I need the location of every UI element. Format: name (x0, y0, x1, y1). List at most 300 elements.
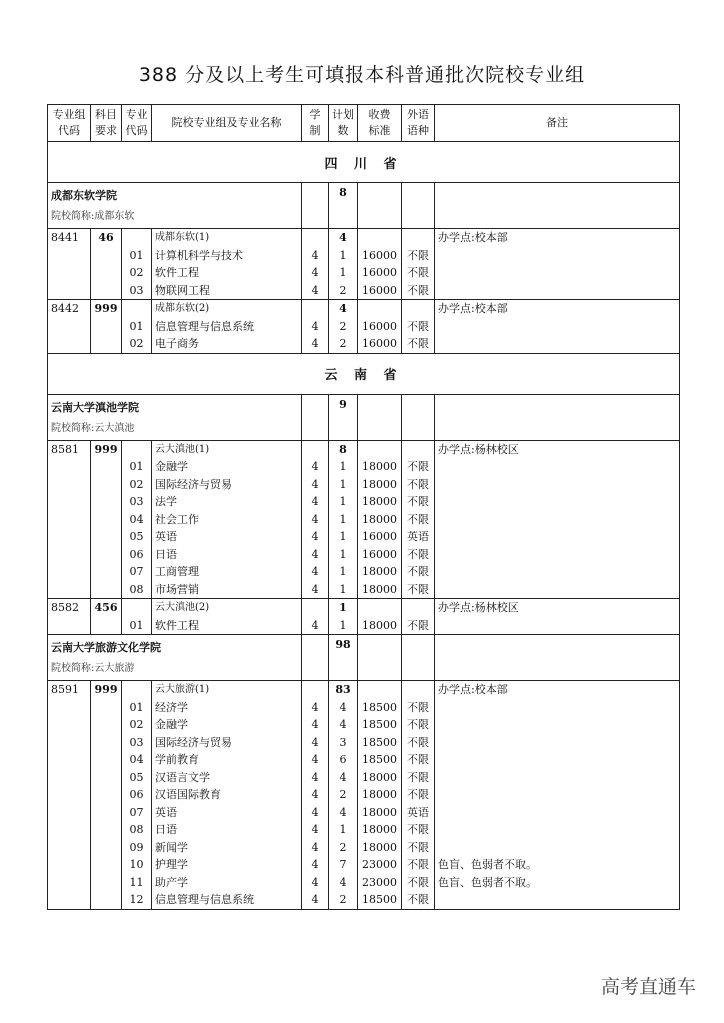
major-note (435, 282, 680, 300)
major-years: 4 (302, 751, 329, 769)
major-years: 4 (302, 769, 329, 787)
school-row (48, 635, 680, 681)
major-note (435, 617, 680, 635)
major-fee: 18000 (358, 563, 402, 581)
group-years-empty (302, 300, 329, 318)
major-years: 4 (302, 528, 329, 546)
school-plan-count: 98 (329, 635, 358, 681)
major-lang: 不限 (402, 476, 435, 494)
school-cell (48, 394, 302, 440)
major-note (435, 264, 680, 282)
major-row (48, 786, 680, 804)
major-fee: 16000 (358, 335, 402, 353)
major-name: 物联网工程 (152, 282, 302, 300)
major-fee: 16000 (358, 247, 402, 265)
major-lang: 不限 (402, 751, 435, 769)
school-name: 成都东软学院 (51, 189, 117, 202)
major-code: 04 (122, 511, 152, 529)
major-years: 4 (302, 874, 329, 892)
major-years: 4 (302, 581, 329, 599)
major-years: 4 (302, 699, 329, 717)
major-note (435, 804, 680, 822)
major-code: 02 (122, 264, 152, 282)
major-fee: 16000 (358, 528, 402, 546)
group-plan-count: 83 (329, 681, 358, 699)
major-plan: 4 (329, 874, 358, 892)
major-note (435, 476, 680, 494)
major-name: 国际经济与贸易 (152, 476, 302, 494)
major-name: 新闻学 (152, 839, 302, 857)
major-code: 02 (122, 716, 152, 734)
major-name: 市场营销 (152, 581, 302, 599)
major-fee: 18000 (358, 617, 402, 635)
major-note (435, 786, 680, 804)
major-row (48, 891, 680, 909)
page-title: 388 分及以上考生可填报本科普通批次院校专业组 (138, 64, 586, 86)
group-plan-count: 8 (329, 440, 358, 458)
major-name: 法学 (152, 493, 302, 511)
major-lang: 不限 (402, 821, 435, 839)
header-subject-req: 科目 要求 (91, 105, 122, 142)
province-name: 云 南 省 (48, 353, 680, 394)
major-years: 4 (302, 734, 329, 752)
major-name: 社会工作 (152, 511, 302, 529)
group-plan-count: 4 (329, 229, 358, 247)
major-code: 01 (122, 247, 152, 265)
subject-requirement: 46 (91, 229, 122, 300)
school-lang-cell (402, 394, 435, 440)
major-plan: 7 (329, 856, 358, 874)
group-years-empty (302, 599, 329, 617)
major-name: 英语 (152, 528, 302, 546)
major-note (435, 716, 680, 734)
major-lang: 英语 (402, 528, 435, 546)
school-plan-count: 9 (329, 394, 358, 440)
major-fee: 16000 (358, 264, 402, 282)
major-code: 03 (122, 282, 152, 300)
major-fee: 18000 (358, 581, 402, 599)
major-lang: 英语 (402, 804, 435, 822)
group-plan-count: 4 (329, 300, 358, 318)
major-row (48, 563, 680, 581)
major-note (435, 335, 680, 353)
major-years: 4 (302, 318, 329, 336)
major-fee: 18000 (358, 786, 402, 804)
major-row (48, 734, 680, 752)
major-lang: 不限 (402, 546, 435, 564)
major-plan: 2 (329, 282, 358, 300)
major-fee: 18000 (358, 839, 402, 857)
group-fee-empty (358, 440, 402, 458)
major-note (435, 458, 680, 476)
major-name: 信息管理与信息系统 (152, 318, 302, 336)
major-plan: 2 (329, 335, 358, 353)
major-code: 09 (122, 839, 152, 857)
group-note: 办学点:校本部 (435, 229, 680, 247)
province-name: 四 川 省 (48, 142, 680, 183)
major-code: 01 (122, 318, 152, 336)
major-plan: 1 (329, 247, 358, 265)
major-row (48, 839, 680, 857)
major-name: 信息管理与信息系统 (152, 891, 302, 909)
major-lang: 不限 (402, 734, 435, 752)
major-code: 06 (122, 546, 152, 564)
major-lang: 不限 (402, 264, 435, 282)
group-fee-empty (358, 300, 402, 318)
major-years: 4 (302, 264, 329, 282)
group-row (48, 599, 680, 617)
school-abbr: 院校简称:成都东软 (51, 211, 135, 222)
major-note (435, 734, 680, 752)
school-fee-cell (358, 394, 402, 440)
group-code: 8581 (48, 440, 91, 599)
group-years-empty (302, 440, 329, 458)
major-row (48, 617, 680, 635)
school-years-cell (302, 183, 329, 229)
major-fee: 18000 (358, 821, 402, 839)
major-years: 4 (302, 458, 329, 476)
group-note: 办学点:杨林校区 (435, 599, 680, 617)
major-plan: 4 (329, 804, 358, 822)
major-row (48, 247, 680, 265)
major-row (48, 282, 680, 300)
school-lang-cell (402, 635, 435, 681)
province-row (48, 353, 680, 394)
major-fee: 18500 (358, 716, 402, 734)
major-name: 计算机科学与技术 (152, 247, 302, 265)
major-row (48, 769, 680, 787)
major-lang: 不限 (402, 856, 435, 874)
group-lang-empty (402, 681, 435, 699)
major-name: 工商管理 (152, 563, 302, 581)
group-name: 云大滇池(2) (152, 599, 302, 617)
province-row (48, 142, 680, 183)
major-years: 4 (302, 546, 329, 564)
major-lang: 不限 (402, 458, 435, 476)
major-row (48, 699, 680, 717)
major-lang: 不限 (402, 699, 435, 717)
major-row (48, 476, 680, 494)
major-plan: 1 (329, 476, 358, 494)
major-note (435, 581, 680, 599)
group-lang-empty (402, 599, 435, 617)
group-lang-empty (402, 300, 435, 318)
major-code: 03 (122, 493, 152, 511)
group-fee-empty (358, 229, 402, 247)
school-abbr: 院校简称:云大旅游 (51, 663, 135, 674)
school-name: 云南大学滇池学院 (51, 400, 139, 414)
major-row (48, 493, 680, 511)
major-years: 4 (302, 821, 329, 839)
major-plan: 1 (329, 581, 358, 599)
school-abbr: 院校简称:云大滇池 (51, 422, 135, 434)
major-years: 4 (302, 856, 329, 874)
header-major-code: 专业 代码 (122, 105, 152, 142)
major-code-empty (122, 300, 152, 318)
school-fee-cell (358, 635, 402, 681)
major-fee: 23000 (358, 856, 402, 874)
major-row (48, 716, 680, 734)
major-years: 4 (302, 511, 329, 529)
school-name: 云南大学旅游文化学院 (51, 641, 161, 654)
major-row (48, 458, 680, 476)
major-years: 4 (302, 335, 329, 353)
major-plan: 2 (329, 891, 358, 909)
watermark: 高考直通车 (600, 976, 696, 998)
major-plan: 1 (329, 821, 358, 839)
major-name: 日语 (152, 546, 302, 564)
major-code: 07 (122, 804, 152, 822)
major-lang: 不限 (402, 716, 435, 734)
major-name: 软件工程 (152, 617, 302, 635)
group-code: 8591 (48, 681, 91, 910)
major-years: 4 (302, 804, 329, 822)
school-years-cell (302, 635, 329, 681)
major-note (435, 891, 680, 909)
header-years: 学 制 (302, 105, 329, 142)
major-plan: 3 (329, 734, 358, 752)
group-name: 云大旅游(1) (152, 681, 302, 699)
major-plan: 4 (329, 716, 358, 734)
group-plan-count: 1 (329, 599, 358, 617)
major-plan: 6 (329, 751, 358, 769)
header-name: 院校专业组及专业名称 (152, 105, 302, 142)
major-code-empty (122, 599, 152, 617)
major-years: 4 (302, 493, 329, 511)
major-name: 经济学 (152, 699, 302, 717)
major-name: 国际经济与贸易 (152, 734, 302, 752)
major-note (435, 493, 680, 511)
school-row (48, 183, 680, 229)
major-row (48, 318, 680, 336)
major-code: 08 (122, 821, 152, 839)
major-code: 01 (122, 699, 152, 717)
major-note (435, 528, 680, 546)
major-years: 4 (302, 891, 329, 909)
major-row (48, 856, 680, 874)
major-code: 01 (122, 617, 152, 635)
subject-requirement: 999 (91, 440, 122, 599)
major-years: 4 (302, 716, 329, 734)
group-note: 办学点:杨林校区 (435, 440, 680, 458)
major-fee: 16000 (358, 546, 402, 564)
subject-requirement: 999 (91, 300, 122, 354)
major-code: 07 (122, 563, 152, 581)
group-row (48, 440, 680, 458)
major-note (435, 318, 680, 336)
major-lang: 不限 (402, 247, 435, 265)
major-plan: 2 (329, 318, 358, 336)
school-plan-count: 8 (329, 183, 358, 229)
major-plan: 1 (329, 511, 358, 529)
major-lang: 不限 (402, 839, 435, 857)
major-code: 12 (122, 891, 152, 909)
major-plan: 1 (329, 546, 358, 564)
major-name: 汉语国际教育 (152, 786, 302, 804)
major-note (435, 546, 680, 564)
major-code-empty (122, 681, 152, 699)
major-plan: 1 (329, 563, 358, 581)
major-note (435, 699, 680, 717)
school-row (48, 394, 680, 440)
major-name: 软件工程 (152, 264, 302, 282)
major-note: 色盲、色弱者不取。 (435, 856, 680, 874)
group-name: 成都东软(1) (152, 229, 302, 247)
major-note (435, 769, 680, 787)
major-name: 电子商务 (152, 335, 302, 353)
major-years: 4 (302, 282, 329, 300)
header-fee: 收费 标准 (358, 105, 402, 142)
school-note-cell (435, 183, 680, 229)
table-header-row (48, 105, 680, 142)
major-fee: 18500 (358, 751, 402, 769)
major-fee: 18500 (358, 734, 402, 752)
group-code: 8582 (48, 599, 91, 635)
major-row (48, 264, 680, 282)
major-code: 08 (122, 581, 152, 599)
major-fee: 16000 (358, 282, 402, 300)
major-row (48, 511, 680, 529)
school-cell (48, 635, 302, 681)
group-row (48, 300, 680, 318)
header-group-code: 专业组 代码 (48, 105, 91, 142)
group-name: 成都东软(2) (152, 300, 302, 318)
major-plan: 1 (329, 458, 358, 476)
major-years: 4 (302, 786, 329, 804)
header-plan: 计划 数 (329, 105, 358, 142)
group-row (48, 681, 680, 699)
major-row (48, 528, 680, 546)
major-code: 05 (122, 528, 152, 546)
major-name: 金融学 (152, 458, 302, 476)
major-note (435, 511, 680, 529)
major-row (48, 821, 680, 839)
school-lang-cell (402, 183, 435, 229)
major-fee: 18000 (358, 493, 402, 511)
major-plan: 1 (329, 493, 358, 511)
header-note: 备注 (435, 105, 680, 142)
group-note: 办学点:校本部 (435, 681, 680, 699)
major-lang: 不限 (402, 617, 435, 635)
group-row (48, 229, 680, 247)
major-note (435, 563, 680, 581)
major-years: 4 (302, 476, 329, 494)
group-years-empty (302, 229, 329, 247)
major-lang: 不限 (402, 282, 435, 300)
major-row (48, 335, 680, 353)
major-years: 4 (302, 247, 329, 265)
major-fee: 18000 (358, 804, 402, 822)
major-code: 03 (122, 734, 152, 752)
major-lang: 不限 (402, 874, 435, 892)
major-code: 10 (122, 856, 152, 874)
major-plan: 1 (329, 264, 358, 282)
group-code: 8441 (48, 229, 91, 300)
group-lang-empty (402, 440, 435, 458)
major-note (435, 751, 680, 769)
subject-requirement: 456 (91, 599, 122, 635)
major-note (435, 821, 680, 839)
major-plan: 1 (329, 617, 358, 635)
major-lang: 不限 (402, 581, 435, 599)
major-fee: 16000 (358, 318, 402, 336)
major-lang: 不限 (402, 511, 435, 529)
major-lang: 不限 (402, 493, 435, 511)
major-fee: 18000 (358, 769, 402, 787)
major-code: 02 (122, 335, 152, 353)
major-plan: 2 (329, 786, 358, 804)
group-name: 云大滇池(1) (152, 440, 302, 458)
school-fee-cell (358, 183, 402, 229)
group-fee-empty (358, 599, 402, 617)
major-fee: 23000 (358, 874, 402, 892)
major-fee: 18000 (358, 476, 402, 494)
major-years: 4 (302, 839, 329, 857)
group-lang-empty (402, 229, 435, 247)
group-note: 办学点:校本部 (435, 300, 680, 318)
major-code: 02 (122, 476, 152, 494)
header-lang: 外语 语种 (402, 105, 435, 142)
major-lang: 不限 (402, 891, 435, 909)
major-code: 05 (122, 769, 152, 787)
major-name: 助产学 (152, 874, 302, 892)
major-fee: 18500 (358, 699, 402, 717)
subject-requirement: 999 (91, 681, 122, 910)
major-lang: 不限 (402, 563, 435, 581)
major-row (48, 874, 680, 892)
major-row (48, 751, 680, 769)
major-lang: 不限 (402, 769, 435, 787)
major-note (435, 247, 680, 265)
major-name: 学前教育 (152, 751, 302, 769)
major-code: 06 (122, 786, 152, 804)
major-name: 金融学 (152, 716, 302, 734)
major-row (48, 546, 680, 564)
group-years-empty (302, 681, 329, 699)
school-cell (48, 183, 302, 229)
major-plan: 1 (329, 528, 358, 546)
major-name: 日语 (152, 821, 302, 839)
group-code: 8442 (48, 300, 91, 354)
major-plan: 4 (329, 769, 358, 787)
major-lang: 不限 (402, 318, 435, 336)
major-row (48, 804, 680, 822)
major-name: 护理学 (152, 856, 302, 874)
major-code-empty (122, 440, 152, 458)
school-note-cell (435, 394, 680, 440)
major-plan: 2 (329, 839, 358, 857)
major-years: 4 (302, 617, 329, 635)
major-lang: 不限 (402, 335, 435, 353)
major-code: 11 (122, 874, 152, 892)
group-fee-empty (358, 681, 402, 699)
school-note-cell (435, 635, 680, 681)
major-name: 汉语言文学 (152, 769, 302, 787)
school-years-cell (302, 394, 329, 440)
major-plan: 4 (329, 699, 358, 717)
major-code: 01 (122, 458, 152, 476)
major-code-empty (122, 229, 152, 247)
major-name: 英语 (152, 804, 302, 822)
major-note (435, 839, 680, 857)
major-fee: 18500 (358, 891, 402, 909)
major-note: 色盲、色弱者不取。 (435, 874, 680, 892)
major-fee: 18000 (358, 458, 402, 476)
admission-table (47, 104, 680, 910)
major-code: 04 (122, 751, 152, 769)
major-years: 4 (302, 563, 329, 581)
major-row (48, 581, 680, 599)
